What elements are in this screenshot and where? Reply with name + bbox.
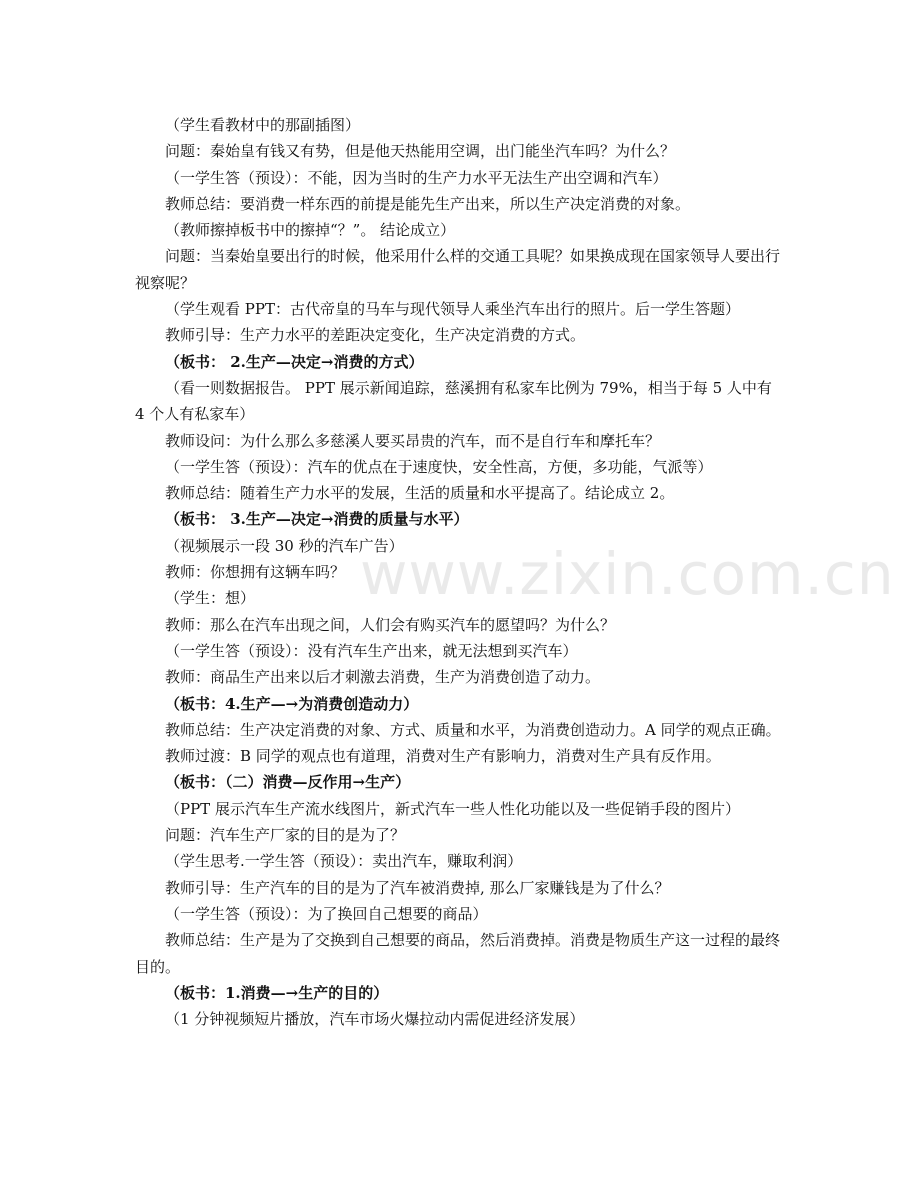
watermark: www.zixin.com.cn [360, 540, 895, 608]
paragraph: 问题：秦始皇有钱又有势，但是他天热能用空调，出门能坐汽车吗？为什么？ [165, 142, 676, 161]
paragraph: 教师：你想拥有这辆车吗？ [165, 563, 346, 582]
board-note: （板书：4.生产—→为消费创造动力） [165, 694, 419, 713]
paragraph: 教师总结：生产决定消费的对象、方式、质量和水平，为消费创造动力。A 同学的观点正确。 [165, 720, 781, 739]
board-note: （板书：1.消费—→生产的目的） [165, 983, 389, 1002]
paragraph: 教师总结：随着生产力水平的发展，生活的质量和水平提高了。结论成立 2。 [165, 484, 675, 503]
paragraph: 教师：商品生产出来以后才刺激去消费，生产为消费创造了动力。 [165, 668, 601, 687]
paragraph: （学生：想） [165, 589, 256, 608]
paragraph: 问题：当秦始皇要出行的时候，他采用什么样的交通工具呢？如果换成现在国家领导人要出行视察呢？ [135, 247, 781, 292]
paragraph: （学生看教材中的那副插图） [165, 116, 361, 134]
paragraph: 教师过渡：B 同学的观点也有道理，消费对生产有影响力，消费对生产具有反作用。 [165, 747, 721, 766]
paragraph: （一学生答（预设）：不能，因为当时的生产力水平无法生产出空调和汽车） [165, 168, 668, 187]
paragraph: （视频展示一段 30 秒的汽车广告） [165, 536, 404, 555]
board-note: （板书：（二）消费—反作用→生产） [165, 773, 411, 792]
paragraph: 教师总结：生产是为了交换到自己想要的商品，然后消费掉。消费是物质生产这一过程的最终目的。 [135, 931, 781, 976]
board-note: （板书： 3.生产—决定→消费的质量与水平） [165, 510, 469, 529]
paragraph: （教师擦掉板书中的擦掉“？”。 结论成立） [165, 221, 456, 240]
paragraph: 教师引导：生产汽车的目的是为了汽车被消费掉, 那么厂家赚钱是为了什么？ [165, 878, 670, 897]
paragraph: 教师设问：为什么那么多慈溪人要买昂贵的汽车，而不是自行车和摩托车？ [165, 431, 661, 450]
paragraph: 教师总结：要消费一样东西的前提是能先生产出来，所以生产决定消费的对象。 [165, 194, 691, 213]
paragraph: 问题：汽车生产厂家的目的是为了？ [165, 826, 406, 845]
document-body [135, 112, 785, 1032]
paragraph: （学生思考.一学生答（预设）：卖出汽车，赚取利润） [165, 852, 523, 871]
paragraph: （1 分钟视频短片播放，汽车市场火爆拉动内需促进经济发展） [165, 1010, 585, 1029]
paragraph: （一学生答（预设）：没有汽车生产出来，就无法想到买汽车） [165, 641, 578, 660]
paragraph: 教师引导：生产力水平的差距决定变化，生产决定消费的方式。 [165, 326, 586, 345]
paragraph: 教师：那么在汽车出现之间，人们会有购买汽车的愿望吗？为什么？ [165, 615, 616, 634]
paragraph: （看一则数据报告。 PPT 展示新闻追踪，慈溪拥有私家车比例为 79%，相当于每 5 人中有 4 个人有私家车） [135, 378, 772, 424]
paragraph: （PPT 展示汽车生产流水线图片，新式汽车一些人性化功能以及一些促销手段的图片） [165, 799, 740, 818]
paragraph: （一学生答（预设）：汽车的优点在于速度快，安全性高，方便，多功能，气派等） [165, 457, 713, 476]
board-note: （板书： 2.生产—决定→消费的方式） [165, 352, 424, 371]
paragraph: （一学生答（预设）：为了换回自己想要的商品） [165, 904, 488, 923]
paragraph: （学生观看 PPT：古代帝皇的马车与现代领导人乘坐汽车出行的照片。后一学生答题） [165, 300, 740, 319]
